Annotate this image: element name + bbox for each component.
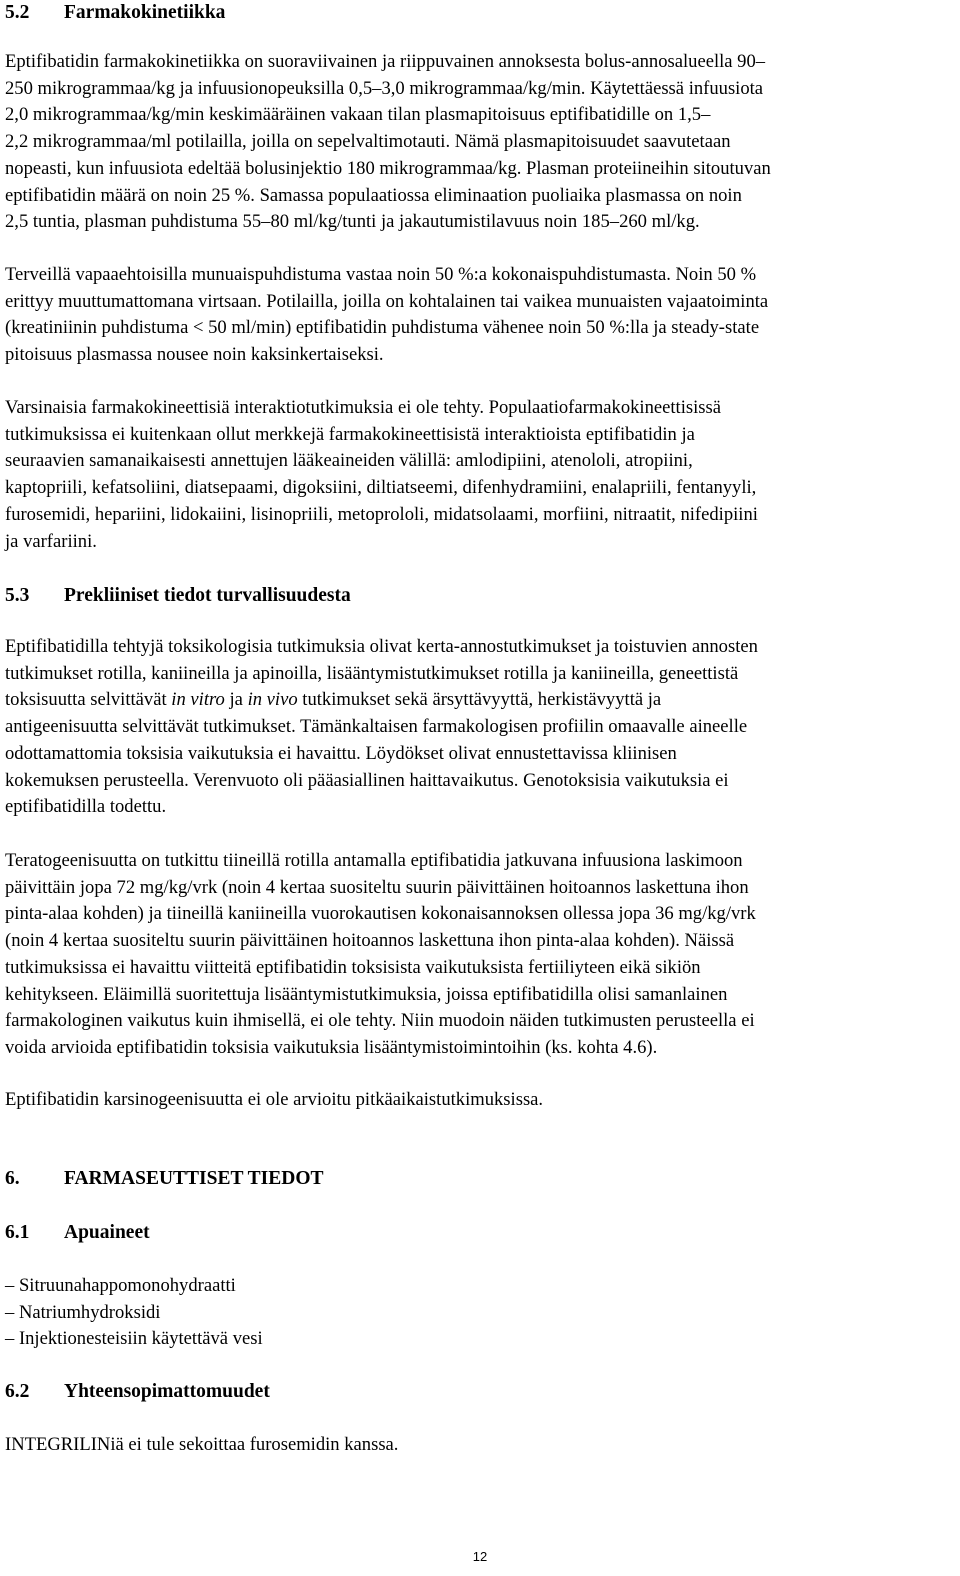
text-line: antigeenisuutta selvittävät tutkimukset. Tämänkaltaisen farmakologisen profiilin omaavalle aineelle bbox=[5, 716, 748, 738]
text-line: farmakologinen vaikutus kuin ihmisellä, ei ole tehty. Niin muodoin näiden tutkimusten perusteella ei bbox=[5, 1010, 755, 1032]
text-line: 2,0 mikrogrammaa/kg/min keskimääräinen vakaan tilan plasmapitoisuus eptifibatidille on 1,5– bbox=[5, 104, 711, 126]
text-line: Varsinaisia farmakokineettisiä interaktiotutkimuksia ei ole tehty. Populaatiofarmakokineettisissä bbox=[5, 397, 722, 418]
section-number: 6.2 bbox=[5, 1381, 30, 1402]
text-line: Terveillä vapaaehtoisilla munuaispuhdistuma vastaa noin 50 %:a kokonaispuhdistumasta. Noin 50 % bbox=[5, 264, 757, 285]
text-line: (noin 4 kertaa suositeltu suurin päivittäinen hoitoannos laskettuna ihon pinta-alaa kohden). Näissä bbox=[5, 930, 735, 952]
text-line: 2,2 mikrogrammaa/ml potilailla, joilla on sepelvaltimotauti. Nämä plasmapitoisuudet saavutetaan bbox=[5, 131, 731, 153]
text-line: 2,5 tuntia, plasman puhdistuma 55–80 ml/kg/tunti ja jakautumistilavuus noin 185–260 ml/kg. bbox=[5, 211, 700, 233]
section-number: 6. bbox=[5, 1168, 20, 1189]
text-line: tutkimuksissa ei havaittu viitteitä eptifibatidin toksisista vaikutuksista fertiiliyteen eikä sikiön bbox=[5, 956, 701, 978]
text-line: eptifibatidin määrä on noin 25 %. Samassa populaatiossa eliminaation puoliaika plasmassa on noin bbox=[5, 184, 742, 206]
text-line: pitoisuus plasmassa nousee noin kaksinkertaiseksi. bbox=[5, 344, 384, 366]
text-line: furosemidi, hepariini, lidokaiini, lisinopriili, metoprololi, midatsolaami, morfiini, nitraatit, nifedipiini bbox=[5, 503, 758, 525]
text-line: tutkimuksissa ei kuitenkaan ollut merkkejä farmakokineettisistä interaktioista eptifibatidin ja bbox=[5, 423, 695, 445]
text-fragment: ja bbox=[224, 689, 248, 711]
paragraph-incompatibilities bbox=[5, 1432, 398, 1459]
italic-term: in vivo bbox=[247, 689, 298, 711]
text-line: kokemuksen perusteella. Verenvuoto oli pääasiallinen haittavaikutus. Genotoksisia vaikutuksia ei bbox=[5, 769, 729, 791]
text-line: odottamattomia toksisia vaikutuksia ei havaittu. Löydökset olivat ennustettavissa kliinisen bbox=[5, 742, 677, 764]
text-line: nopeasti, kun infuusiota edeltää bolusinjektio 180 mikrogrammaa/kg. Plasman proteiineihin sitoutuvan bbox=[5, 157, 771, 179]
text-line: pinta-alaa kohden) ja tiineillä kaniineilla vuorokautisen kokonaisannoksen ollessa jopa 36 mg/kg/vrk bbox=[5, 903, 756, 925]
text-line: Eptifibatidin karsinogeenisuutta ei ole arvioitu pitkäaikaistutkimuksissa. bbox=[5, 1089, 544, 1110]
paragraph-teratogenicity bbox=[5, 848, 756, 1062]
section-title: Farmakokinetiikka bbox=[64, 2, 226, 23]
section-heading-5-2 bbox=[5, 0, 225, 26]
paragraph-renal-clearance bbox=[5, 262, 768, 369]
section-heading-6-2 bbox=[5, 1379, 270, 1405]
paragraph-carcinogenicity bbox=[5, 1087, 543, 1114]
text-line: kaptopriili, kefatsoliini, diatsepaami, digoksiini, diltiatseemi, difenhydramiini, enalapriili, fentanyyli, bbox=[5, 477, 757, 499]
text-fragment: toksisuutta selvittävät bbox=[5, 689, 172, 711]
text-line: eptifibatidilla todettu. bbox=[5, 796, 167, 818]
page-number: 12 bbox=[472, 1549, 488, 1564]
text-line: Teratogeenisuutta on tutkittu tiineillä rotilla antamalla eptifibatidia jatkuvana infuusiona laskimoon bbox=[5, 850, 743, 871]
section-heading-6 bbox=[5, 1166, 324, 1192]
excipients-list bbox=[5, 1273, 263, 1353]
section-number: 6.1 bbox=[5, 1222, 30, 1243]
text-line: kehitykseen. Eläimillä suoritettuja lisääntymistutkimuksia, joissa eptifibatidilla olisi samanlainen bbox=[5, 983, 728, 1005]
text-line: tutkimukset rotilla, kaniineilla ja apinoilla, lisääntymistutkimukset rotilla ja kaniineilla, geneettistä bbox=[5, 662, 739, 684]
section-number: 5.2 bbox=[5, 2, 30, 23]
text-line: Eptifibatidilla tehtyjä toksikologisia tutkimuksia olivat kerta-annostutkimukset ja toistuvien annosten bbox=[5, 636, 758, 657]
section-heading-5-3 bbox=[5, 583, 351, 609]
paragraph-pharmacokinetics bbox=[5, 49, 771, 236]
paragraph-interactions bbox=[5, 395, 758, 555]
text-line: erittyy muuttumattomana virtsaan. Potilailla, joilla on kohtalainen tai vaikea munuaisten vajaatoiminta bbox=[5, 290, 769, 312]
text-line: ja varfariini. bbox=[5, 530, 97, 552]
text-line: Eptifibatidin farmakokinetiikka on suoraviivainen ja riippuvainen annoksesta bolus-annosalueella 90– bbox=[5, 51, 766, 72]
list-item: – Natriumhydroksidi bbox=[5, 1301, 161, 1323]
text-line: (kreatiniinin puhdistuma < 50 ml/min) eptifibatidin puhdistuma vähenee noin 50 %:lla ja steady-state bbox=[5, 317, 760, 339]
text-fragment: tutkimukset sekä ärsyttävyyttä, herkistävyyttä ja bbox=[297, 689, 662, 711]
section-title: Apuaineet bbox=[64, 1222, 150, 1243]
section-title: FARMASEUTTISET TIEDOT bbox=[64, 1168, 324, 1189]
paragraph-toxicology bbox=[5, 634, 758, 821]
text-line: voida arvioida eptifibatidin toksisia vaikutuksia lisääntymistoimintoihin (ks. kohta 4.6). bbox=[5, 1036, 658, 1058]
text-line: 250 mikrogrammaa/kg ja infuusionopeuksilla 0,5–3,0 mikrogrammaa/kg/min. Käytettäessä infuusiota bbox=[5, 77, 764, 99]
section-heading-6-1 bbox=[5, 1220, 150, 1246]
section-number: 5.3 bbox=[5, 585, 30, 606]
list-item: – Injektionesteisiin käytettävä vesi bbox=[5, 1328, 263, 1350]
text-line bbox=[5, 687, 758, 714]
text-line: päivittäin jopa 72 mg/kg/vrk (noin 4 kertaa suositeltu suurin päivittäinen hoitoannos laskettuna ihon bbox=[5, 876, 749, 898]
section-title: Yhteensopimattomuudet bbox=[64, 1381, 270, 1402]
text-line: seuraavien samanaikaisesti annettujen lääkeaineiden välillä: amlodipiini, atenololi, atropiini, bbox=[5, 450, 693, 472]
list-item: – Sitruunahappomonohydraatti bbox=[5, 1275, 236, 1296]
text-line: INTEGRILINiä ei tule sekoittaa furosemidin kanssa. bbox=[5, 1434, 399, 1455]
italic-term: in vitro bbox=[171, 689, 225, 711]
section-title: Prekliiniset tiedot turvallisuudesta bbox=[64, 585, 351, 606]
